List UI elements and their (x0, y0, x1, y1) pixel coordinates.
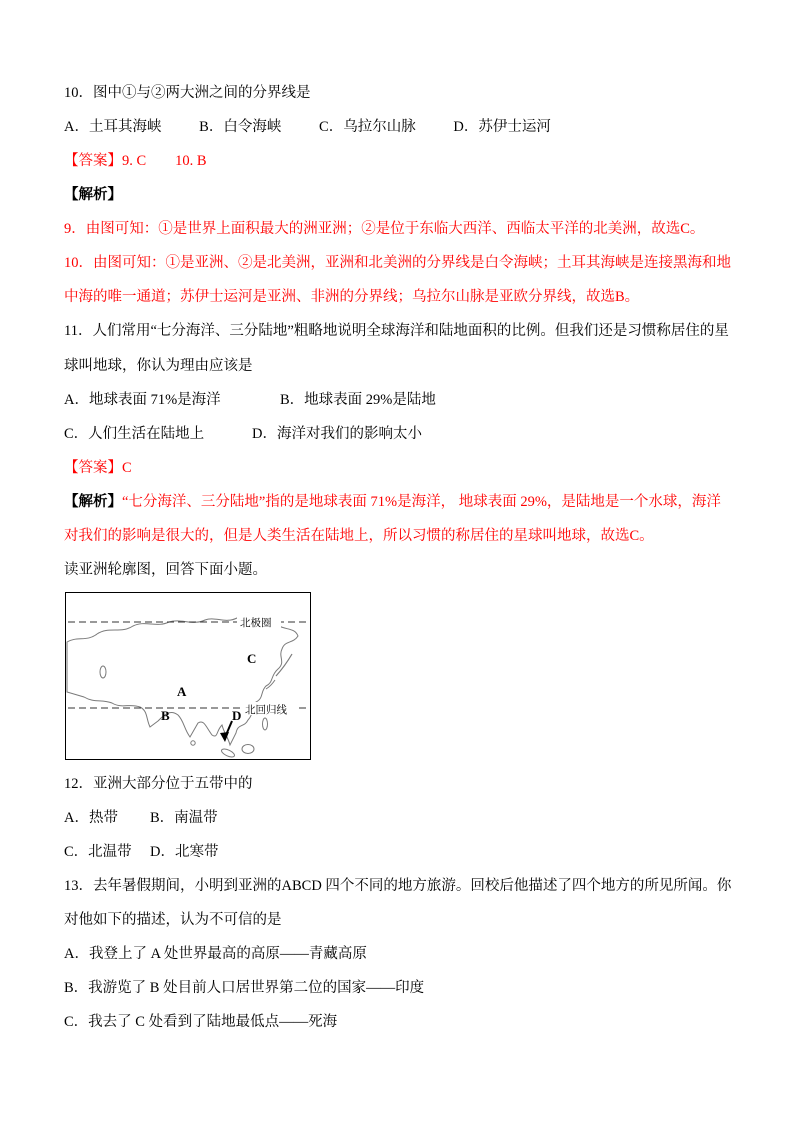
q12-option-a: A．热带 (64, 810, 118, 826)
q10-answer-9: 9. C (122, 153, 147, 170)
q10-option-d: D．苏伊士运河 (453, 119, 551, 136)
answer-label: 【答案】 (64, 153, 122, 170)
q10-answer-10: 10. B (175, 153, 207, 170)
q12-options-row2 (64, 835, 732, 869)
q11-analysis-line (64, 485, 732, 553)
q10-stem: 10．图中①与②两大洲之间的分界线是 (64, 85, 311, 101)
q11-option-b: B．地球表面 29%是陆地 (280, 391, 436, 408)
analysis-label: 【解析】 (64, 187, 122, 204)
q12-stem: 12．亚洲大部分位于五带中的 (64, 775, 253, 792)
q12-option-d: D．北寒带 (150, 844, 219, 861)
q13-stem: 13．去年暑假期间，小明到亚洲的ABCD 四个不同的地方旅游。回校后他描述了四个地方的所见所闻。你对他如下的描述，认为不可信的是 (64, 878, 732, 929)
caspian-sea (100, 666, 106, 678)
tropic-of-cancer-label: 北回归线 (245, 704, 287, 716)
section-lead: 读亚洲轮廓图，回答下面小题。 (64, 561, 267, 578)
q10-option-a: A．土耳其海峡 (64, 119, 162, 136)
asia-map-figure (65, 592, 311, 760)
q10-answer-line (64, 144, 732, 178)
q11-options-row2 (64, 417, 732, 451)
q12-option-c: C．北温带 (64, 844, 132, 861)
q12-options-row1 (64, 801, 732, 835)
answer-label: 【答案】 (64, 459, 122, 476)
q11-answer: C (122, 459, 132, 476)
philippines-island (263, 718, 268, 730)
map-point-c: C (247, 650, 257, 666)
arctic-circle-label: 北极圈 (240, 617, 272, 629)
q11-option-c: C．人们生活在陆地上 (64, 425, 205, 442)
q10-option-b: B．白令海峡 (199, 119, 282, 136)
q11-options-row1 (64, 383, 732, 417)
borneo-island (242, 744, 254, 753)
q13-option-a: A．我登上了 A 处世界最高的高原——青藏高原 (64, 946, 367, 963)
q10-analysis-10: 10．由图可知：①是亚洲、②是北美洲，亚洲和北美洲的分界线是白令海峡；土耳其海峡是连接黑海和地中海的唯一通道；苏伊士运河是亚洲、非洲的分界线；乌拉尔山脉是亚欧分界线，故选B。 (64, 255, 731, 306)
q12-option-b: B．南温带 (150, 810, 218, 826)
map-point-d: D (232, 707, 242, 723)
q10-analysis-label-line (64, 178, 732, 212)
q10-option-c: C．乌拉尔山脉 (319, 119, 416, 136)
q11-answer-line (64, 451, 732, 485)
map-point-b: B (161, 707, 170, 723)
q11-analysis-text: “七分海洋、三分陆地”指的是地球表面 71%是海洋， 地球表面 29%，是陆地是一个水球，海洋对我们的影响是很大的，但是人类生活在陆地上，所以习惯的称居住的星球叫地球，故选C。 (64, 493, 721, 544)
sri-lanka-island (191, 741, 195, 745)
map-point-a: A (177, 683, 187, 699)
analysis-label: 【解析】 (64, 493, 122, 510)
q11-stem: 11．人们常用“七分海洋、三分陆地”粗略地说明全球海洋和陆地面积的比例。但我们还是习惯称居住的星球叫地球，你认为理由应该是 (64, 323, 729, 374)
q11-option-a: A．地球表面 71%是海洋 (64, 391, 221, 408)
q11-option-d: D．海洋对我们的影响太小 (252, 425, 422, 442)
q10-analysis-9: 9．由图可知：①是世界上面积最大的洲亚洲；②是位于东临大西洋、西临太平洋的北美洲，故选C。 (64, 221, 705, 238)
q10-options (64, 110, 732, 144)
q13-option-c: C．我去了 C 处看到了陆地最低点——死海 (64, 1014, 338, 1031)
q13-option-b: B．我游览了 B 处目前人口居世界第二位的国家——印度 (64, 980, 425, 997)
asia-outline-map (65, 592, 732, 760)
